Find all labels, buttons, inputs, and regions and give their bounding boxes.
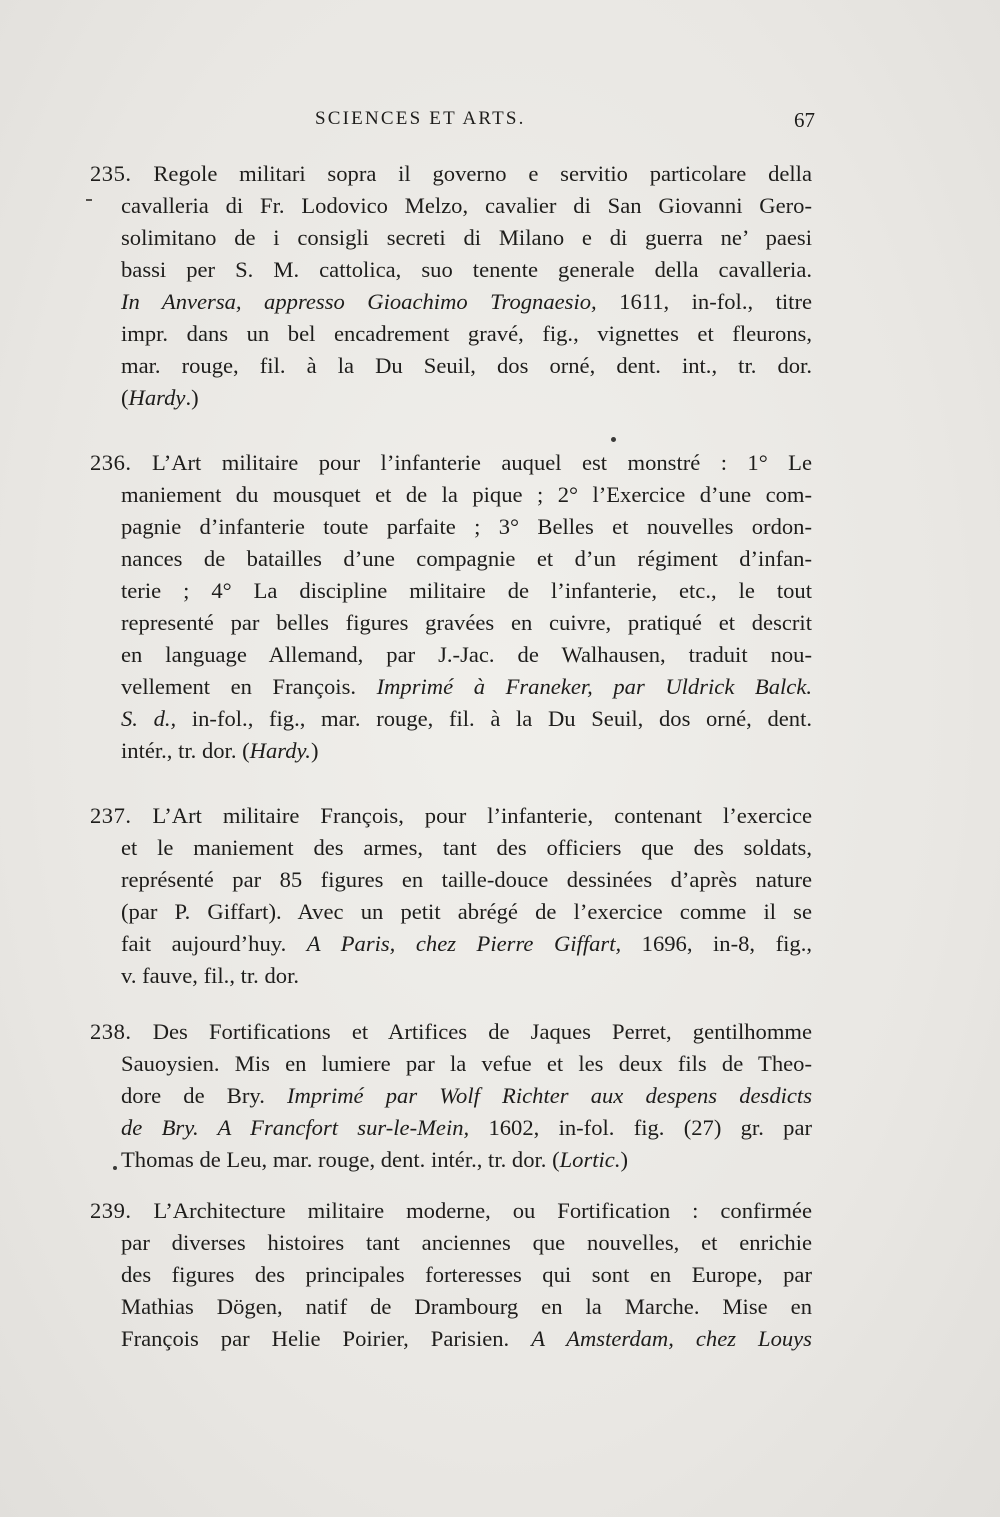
entry-line: nances de batailles d’une compagnie et d’un régiment d’infan-: [121, 546, 812, 571]
entry-line: impr. dans un bel encadrement gravé, fig., vignettes et fleurons,: [121, 321, 812, 346]
entry-line: 238. Des Fortifications et Artifices de Jaques Perret, gentilhomme: [90, 1019, 812, 1044]
imprint-italic: Imprimé à Franeker, par Uldrick Balck.: [376, 674, 812, 699]
catalog-entry-237: [90, 800, 812, 992]
entry-line: Sauoysien. Mis en lumiere par la vefue et les deux fils de Theo-: [121, 1051, 812, 1076]
entry-line: (par P. Giffart). Avec un petit abrégé de l’exercice comme il se: [121, 899, 812, 924]
entry-line: pagnie d’infanterie toute parfaite ; 3° Belles et nouvelles ordon-: [121, 514, 812, 539]
imprint-italic: A Paris, chez Pierre Giffart,: [306, 931, 622, 956]
entry-line: (Hardy.): [121, 385, 199, 410]
entry-line: intér., tr. dor. (Hardy.): [121, 738, 319, 763]
entry-line: 239. L’Architecture militaire moderne, ou Fortification : confirmée: [90, 1198, 812, 1223]
imprint-italic: A Amsterdam, chez Louys: [531, 1326, 812, 1351]
page-header: [120, 108, 815, 138]
entry-line: cavalleria di Fr. Lodovico Melzo, cavalier di San Giovanni Gero-: [121, 193, 812, 218]
entry-line: 236. L’Art militaire pour l’infanterie auquel est monstré : 1° Le: [90, 450, 812, 475]
entry-line: représenté par 85 figures en taille-douce dessinées d’après nature: [121, 867, 812, 892]
entry-line: des figures des principales forteresses qui sont en Europe, par: [121, 1262, 812, 1287]
ink-speck: [113, 1166, 117, 1170]
entry-number: 235.: [90, 161, 132, 186]
running-title: SCIENCES ET ARTS.: [315, 108, 526, 129]
imprint-italic: Imprimé par Wolf Richter aux despens desdicts: [287, 1083, 812, 1108]
entry-line: maniement du mousquet et de la pique ; 2° l’Exercice d’une com-: [121, 482, 812, 507]
entry-line: fait aujourd’huy. A Paris, chez Pierre Giffart, 1696, in-8, fig.,: [121, 931, 812, 956]
entry-line: terie ; 4° La discipline militaire de l’infanterie, etc., le tout: [121, 578, 812, 603]
entry-line: S. d., in-fol., fig., mar. rouge, fil. à la Du Seuil, dos orné, dent.: [121, 706, 813, 731]
entry-line: François par Helie Poirier, Parisien. A Amsterdam, chez Louys: [121, 1326, 812, 1351]
catalog-entry-239: [90, 1195, 812, 1355]
catalog-entry-235: [90, 158, 812, 414]
catalog-entry-238: [90, 1016, 812, 1176]
entry-line: In Anversa, appresso Gioachimo Trognaesio, 1611, in-fol., titre: [121, 289, 812, 314]
imprint-italic: In Anversa, appresso Gioachimo Trognaesio,: [121, 289, 597, 314]
entry-number: 236.: [90, 450, 132, 475]
binder-name: Lortic.: [559, 1147, 621, 1172]
imprint-italic: S. d.,: [121, 706, 177, 731]
entry-line: solimitano de i consigli secreti di Milano e di guerra ne’ paesi: [121, 225, 812, 250]
entry-line: dore de Bry. Imprimé par Wolf Richter aux despens desdicts: [121, 1083, 812, 1108]
entry-line: de Bry. A Francfort sur-le-Mein, 1602, in-fol. fig. (27) gr. par: [121, 1115, 812, 1140]
page-number: 67: [794, 108, 815, 132]
imprint-italic: de Bry. A Francfort sur-le-Mein,: [121, 1115, 470, 1140]
entry-line: 237. L’Art militaire François, pour l’infanterie, contenant l’exercice: [90, 803, 813, 828]
entry-number: 239.: [90, 1198, 132, 1223]
ink-speck: [611, 437, 616, 442]
entry-line: Thomas de Leu, mar. rouge, dent. intér., tr. dor. (Lortic.): [121, 1147, 629, 1172]
entry-line: et le maniement des armes, tant des officiers que des soldats,: [121, 835, 812, 860]
entry-line: Mathias Dögen, natif de Drambourg en la Marche. Mise en: [121, 1294, 812, 1319]
ink-speck: [86, 199, 92, 201]
catalog-entry-236: [90, 447, 812, 767]
binder-name: Hardy: [128, 385, 186, 410]
entry-number: 237.: [90, 803, 132, 828]
entry-line: v. fauve, fil., tr. dor.: [121, 963, 299, 988]
entry-line: mar. rouge, fil. à la Du Seuil, dos orné, dent. int., tr. dor.: [121, 353, 812, 378]
binder-name: Hardy.: [249, 738, 311, 763]
entry-line: bassi per S. M. cattolica, suo tenente generale della cavalleria.: [121, 257, 812, 282]
entry-line: par diverses histoires tant anciennes que nouvelles, et enrichie: [121, 1230, 812, 1255]
entry-line: vellement en François. Imprimé à Franeker, par Uldrick Balck.: [121, 674, 812, 699]
entry-line: 235. Regole militari sopra il governo e servitio particolare della: [90, 161, 812, 186]
entry-line: representé par belles figures gravées en cuivre, pratiqué et descrit: [121, 610, 812, 635]
entry-line: en language Allemand, par J.-Jac. de Walhausen, traduit nou-: [121, 642, 812, 667]
entry-number: 238.: [90, 1019, 132, 1044]
